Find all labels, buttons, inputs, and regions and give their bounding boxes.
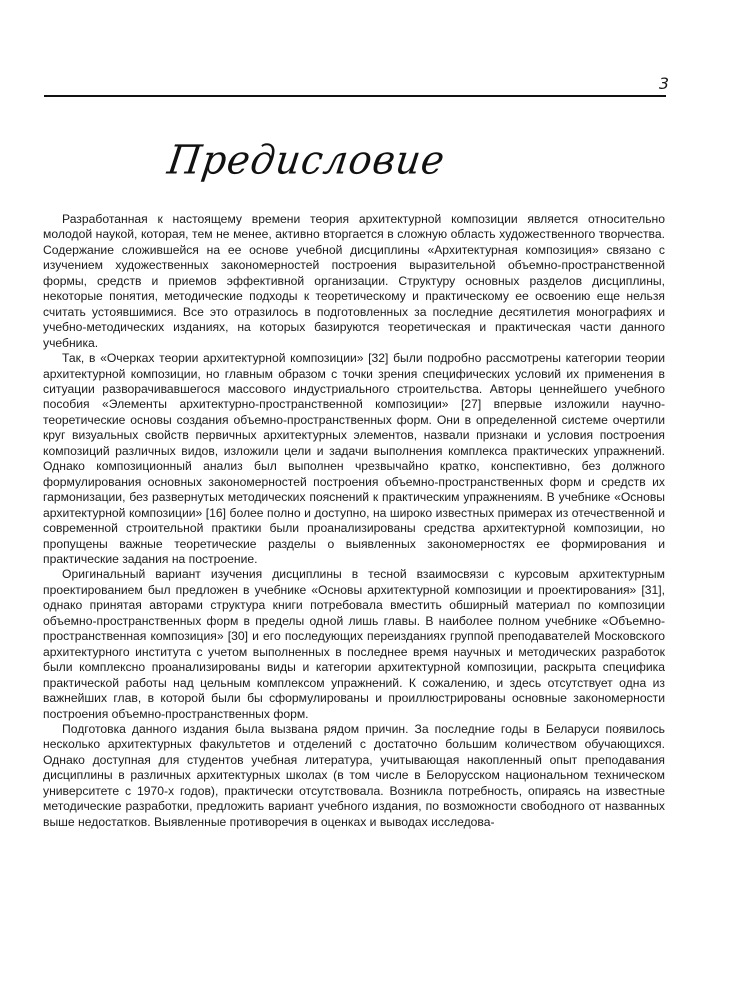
paragraph: Подготовка данного издания была вызвана рядом причин. За последние годы в Беларуси появилось несколько архитектурных факультетов и отделений с достаточно большим количеством обучающихся. Однако доступная для студентов учебная литература, учитывающая накопленный опыт преподавания дисциплины в различных архитектурных школах (в том числе в Белорусском национальном техническом университете с 1970-х годов), практически отсутствовала. Возникла потребность, опираясь на известные методические разработки, предложить вариант учебного издания, по возможности свободного от названных выше недостатков. Выявленные противоречия в оценках и выводах исследова- [43, 721, 665, 829]
paragraph: Так, в «Очерках теории архитектурной композиции» [32] были подробно рассмотрены категории теории архитектурной композиции, но главным образом с точки зрения специфических условий их применения в ситуации разворачивавшегося массового индустриального строительства. Авторы ценнейшего учебного пособия «Элементы архитектурно-пространственной композиции» [27] впервые изложили научно-теоретические основы создания объемно-пространственных форм. Они в определенной системе очертили круг визуальных свойств первичных архитектурных элементов, назвали признаки и условия построения композиций различных видов, изложили цели и задачи выполнения комплекса практических упражнений. Однако композиционный анализ был выполнен чрезвычайно кратко, конспективно, без должного формулирования основных закономерностей построения объемно-пространственных форм и средств их гармонизации, без развернутых методических пояснений к практическим упражнениям. В учебнике «Основы архитектурной композиции» [16] более полно и доступно, на широко известных примерах из отечественной и современной строительной практики были проанализированы средства архитектурной композиции, но пропущены важные теоретические разделы о выявленных закономерностях ее формирования и практические задания на построение. [43, 351, 665, 566]
body-text [43, 212, 665, 830]
paragraph: Разработанная к настоящему времени теория архитектурной композиции является относительно молодой наукой, которая, тем не менее, активно вторгается в сложную область художественного творчества. Содержание сложившейся на ее основе учебной дисциплины «Архитектурная композиция» связано с изучением художественных закономерностей построения выразительной объемно-пространственной формы, средств и приемов эффективной организации. Структуру основных разделов дисциплины, некоторые понятия, методические подходы к теоретическому и практическому ее освоению еще нельзя считать устоявшимися. Все это отразилось в подготовленных за последние десятилетия монографиях и учебно-методических изданиях, на которых базируются теоретическая и практическая части данного учебника. [43, 212, 665, 350]
header-rule [44, 95, 666, 97]
paragraph: Оригинальный вариант изучения дисциплины в тесной взаимосвязи с курсовым архитектурным проектированием был предложен в учебнике «Основы архитектурной композиции и проектирования» [31], однако принятая авторами структура книги потребовала вместить обширный материал по композиции объемно-пространственных форм в пределы одной лишь главы. В наиболее полном учебнике «Объемно-пространственная композиция» [30] и его последующих переизданиях группой преподавателей Московского архитектурного института с учетом выполненных в последнее время научных и методических разработок были комплексно проанализированы виды и категории архитектурной композиции, раскрыта специфика практической работы над цельным комплексом упражнений. К сожалению, и здесь отсутствует одна из важнейших глав, в которой были бы сформулированы и проиллюстрированы основные закономерности построения объемно-пространственных форм. [43, 567, 665, 721]
page-title: Предисловие [164, 136, 449, 184]
page-number: 3 [658, 74, 669, 93]
